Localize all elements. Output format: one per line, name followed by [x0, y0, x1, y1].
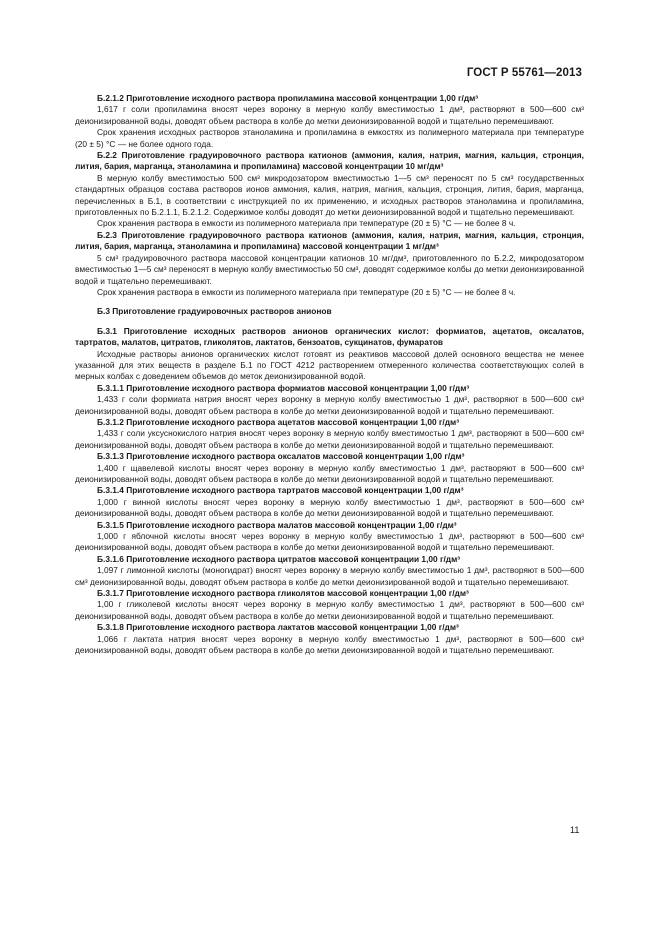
body-paragraph: 1,433 г соли уксуснокислого натрия вносят через воронку в мерную колбу вместимостью 1 дм³, растворяют в 500—600 см³ деионизированной воды, доводят объем раствора в колбе до метки деионизированной водой и тщательно перемешивают. — [75, 428, 584, 450]
body-paragraph: В мерную колбу вместимостью 500 см³ микродозатором вместимостью 1—5 см³ переносят по 5 см³ государственных стандартных образцов состава растворов ионов аммония, калия, натрия, магния, кальция, стронция, лития, бария, марганца, перечисленных в Б.1, в соответствии с инструкцией по их применению, и исходных растворов этаноламина и пропиламина, приготовленных по Б.2.1.1, Б.2.1.2. Содержимое колбы доводят до метки деионизированной водой и тщательно перемешивают. — [75, 172, 584, 218]
section-heading: Б.3.1.4 Приготовление исходного раствора тартратов массовой концентрации 1,00 г/дм³ — [97, 485, 464, 496]
document-code: ГОСТ Р 55761—2013 — [466, 67, 582, 79]
section-heading: Б.3.1.7 Приготовление исходного раствора гликолятов массовой концентрации 1,00 г/дм³ — [97, 588, 469, 599]
body-paragraph: 1,617 г соли пропиламина вносят через воронку в мерную колбу вместимостью 1 дм³, растворяют в 500—600 см³ деионизированной воды, доводят объем раствора в колбе до метки деионизированной водой и тщательно перемешивают. — [75, 104, 584, 126]
body-paragraph: 1,433 г соли формиата натрия вносят через воронку в мерную колбу вместимостью 1 дм³, растворяют в 500—600 см³ деионизированной воды, доводят объем раствора в колбе до метки деионизированной водой и тщательно перемешивают. — [75, 394, 584, 416]
body-paragraph: 5 см³ градуировочного раствора массовой концентрации катионов 10 мг/дм³, приготовленного по Б.2.2, микродозатором вместимостью 1—5 см³ переносят в мерную колбу вместимостью 50 см³, доводят содержимое колбы до метки деионизированной водой и тщательно перемешивают. — [75, 252, 584, 286]
section-heading: Б.2.2 Приготовление градуировочного раствора катионов (аммония, калия, натрия, магния, кальция, стронция, лития, бария, марганца, этаноламина и пропиламина) массовой концентрации 10 мг/дм³ — [75, 150, 584, 172]
body-paragraph: 1,00 г гликолевой кислоты вносят через воронку в мерную колбу вместимостью 1 дм³, растворяют в 500—600 см³ деионизированной воды, доводят объем раствора в колбе до метки деионизированной водой и тщательно перемешивают. — [75, 599, 584, 621]
body-paragraph: 1,400 г щавелевой кислоты вносят через воронку в мерную колбу вместимостью 1 дм³, растворяют в 500—600 см³ деионизированной воды, доводят объем раствора в колбе до метки деионизированной водой и тщательно перемешивают. — [75, 462, 584, 484]
section-heading: Б.2.3 Приготовление градуировочного раствора катионов (аммония, калия, натрия, магния, кальция, стронция, лития, бария, марганца, этаноламина и пропиламина) массовой концентрации 1 мг/дм³ — [75, 229, 584, 252]
section-heading: Б.3.1 Приготовление исходных растворов анионов органических кислот: формиатов, ацетатов, оксалатов, тартратов, малатов, цитратов, гликолятов, лактатов, бензоатов, сукцинатов, фумаратов — [75, 325, 584, 348]
body-paragraph: 1,097 г лимонной кислоты (моногидрат) вносят через воронку в мерную колбу вместимостью 1 дм³, растворяют в 500—600 см³ деионизированной воды, доводят объем раствора в колбе до метки деионизированной водой и тщательно перемешивают. — [75, 565, 584, 587]
body-paragraph: 1,066 г лактата натрия вносят через воронку в мерную колбу вместимостью 1 дм³, растворяют в 500—600 см³ деионизированной воды, доводят объем раствора в колбе до метки деионизированной водой и тщательно перемешивают. — [75, 633, 584, 656]
section-heading: Б.3 Приготовление градуировочных растворов анионов — [97, 306, 332, 317]
section-heading: Б.3.1.3 Приготовление исходного раствора оксалатов массовой концентрации 1,00 г/дм³ — [97, 451, 465, 462]
section-heading: Б.3.1.1 Приготовление исходного раствора формиатов массовой концентрации 1,00 г/дм³ — [97, 382, 470, 393]
body-paragraph: Исходные растворы анионов органических кислот готовят из реактивов массовой долей основного вещества не менее указанной для этих веществ в разделе Б.1 по ГОСТ 4212 растворением отмеренного количества соответствующих солей в мерных колбах с доведением объемов до меток деионизированной водой. — [75, 348, 584, 382]
section-gap — [75, 318, 584, 326]
body-paragraph: Срок хранения раствора в емкости из полимерного материала при температуре (20 ± 5) °С — не более 8 ч. — [97, 286, 516, 297]
section-gap — [75, 298, 584, 306]
section-heading: Б.3.1.2 Приготовление исходного раствора ацетатов массовой концентрации 1,00 г/дм³ — [97, 416, 459, 427]
body-paragraph: Срок хранения исходных растворов этаноламина и пропиламина в емкостях из полимерного материала при температуре (20 ± 5) °С — не более одного года. — [75, 127, 584, 149]
body-paragraph: Срок хранения раствора в емкости из полимерного материала при температуре (20 ± 5) °С — не более 8 ч. — [97, 218, 516, 229]
section-heading: Б.3.1.8 Приготовление исходного раствора лактатов массовой концентрации 1,00 г/дм³ — [97, 622, 459, 633]
body-paragraph: 1,000 г винной кислоты вносят через воронку в мерную колбу вместимостью 1 дм³, растворяют в 500—600 см³ деионизированной воды, доводят объем раствора в колбе до метки деионизированной водой и тщательно перемешивают. — [75, 496, 584, 519]
page-number: 11 — [570, 825, 580, 835]
document-body — [75, 93, 584, 657]
section-heading: Б.3.1.6 Приготовление исходного раствора цитратов массовой концентрации 1,00 г/дм³ — [97, 553, 461, 564]
body-paragraph: 1,000 г яблочной кислоты вносят через воронку в мерную колбу вместимостью 1 дм³, растворяют в 500—600 см³ деионизированной воды, доводят объем раствора в колбе до метки деионизированной водой и тщательно перемешивают. — [75, 531, 584, 553]
section-heading: Б.2.1.2 Приготовление исходного раствора пропиламина массовой концентрации 1,00 г/дм³ — [97, 93, 479, 103]
section-heading: Б.3.1.5 Приготовление исходного раствора малатов массовой концентрации 1,00 г/дм³ — [97, 519, 457, 530]
